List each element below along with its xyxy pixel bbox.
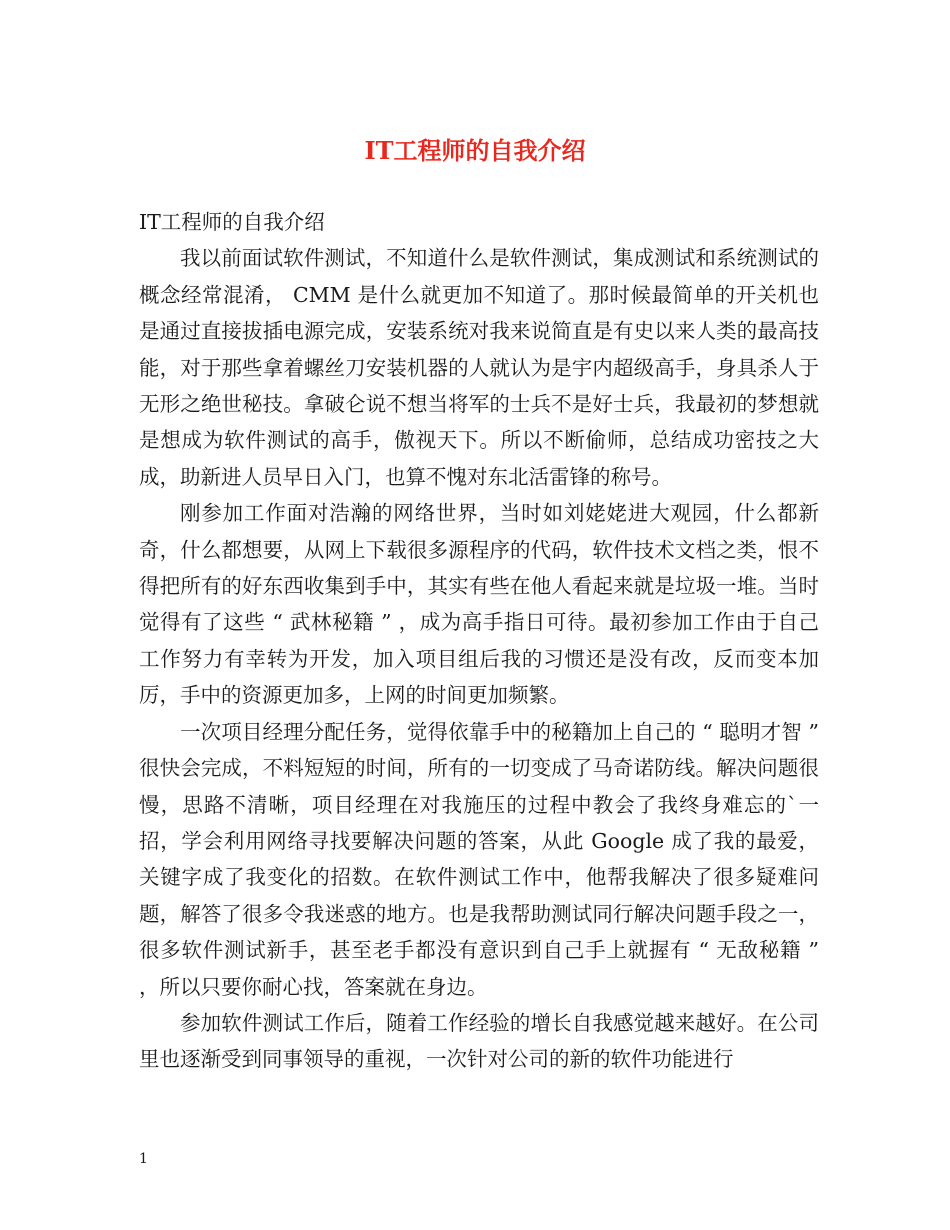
paragraph: 刚参加工作面对浩瀚的网络世界，当时如刘姥姥进大观园，什么都新奇，什么都想要，从网上下载很多源程序的代码，软件技术文档之类，恨不得把所有的好东西收集到手中，其实有些在他人看起来就是垃圾一堆。当时觉得有了这些 “ 武林秘籍 ” ，成为高手指日可待。最初参加工作由于自己工作努力有幸转为开发，加入项目组后我的习惯还是没有改，反而变本加厉，手中的资源更加多，上网的时间更加频繁。 (139, 501, 819, 708)
paragraph: 参加软件测试工作后，随着工作经验的增长自我感觉越来越好。在公司里也逐渐受到同事领导的重视，一次针对公司的新的软件功能进行 (139, 1010, 819, 1072)
document-subtitle: IT工程师的自我介绍 (139, 210, 325, 234)
page-number: 1 (139, 1151, 148, 1167)
document-body (139, 204, 819, 1078)
paragraph: 我以前面试软件测试，不知道什么是软件测试，集成测试和系统测试的概念经常混淆， CMM 是什么就更加不知道了。那时候最简单的开关机也是通过直接拔插电源完成，安装系统对我来说简直是有史以来人类的最高技能，对于那些拿着螺丝刀安装机器的人就认为是宇内超级高手，身具杀人于无形之绝世秘技。拿破仑说不想当将军的士兵不是好士兵，我最初的梦想就是想成为软件测试的高手，傲视天下。所以不断偷师，总结成功密技之大成，助新进人员早日入门，也算不愧对东北活雷锋的称号。 (139, 246, 819, 489)
paragraph: 一次项目经理分配任务，觉得依靠手中的秘籍加上自己的 “ 聪明才智 ” 很快会完成，不料短短的时间，所有的一切变成了马奇诺防线。解决问题很慢，思路不清晰，项目经理在对我施压的过程中教会了我终身难忘的`一招，学会利用网络寻找要解决问题的答案，从此 Google 成了我的最爱，关键字成了我变化的招数。在软件测试工作中，他帮我解决了很多疑难问题，解答了很多令我迷惑的地方。也是我帮助测试同行解决问题手段之一，很多软件测试新手，甚至老手都没有意识到自己手上就握有 “ 无敌秘籍 ” ，所以只要你耐心找，答案就在身边。 (139, 719, 819, 999)
document-title: IT工程师的自我介绍 (364, 136, 586, 165)
